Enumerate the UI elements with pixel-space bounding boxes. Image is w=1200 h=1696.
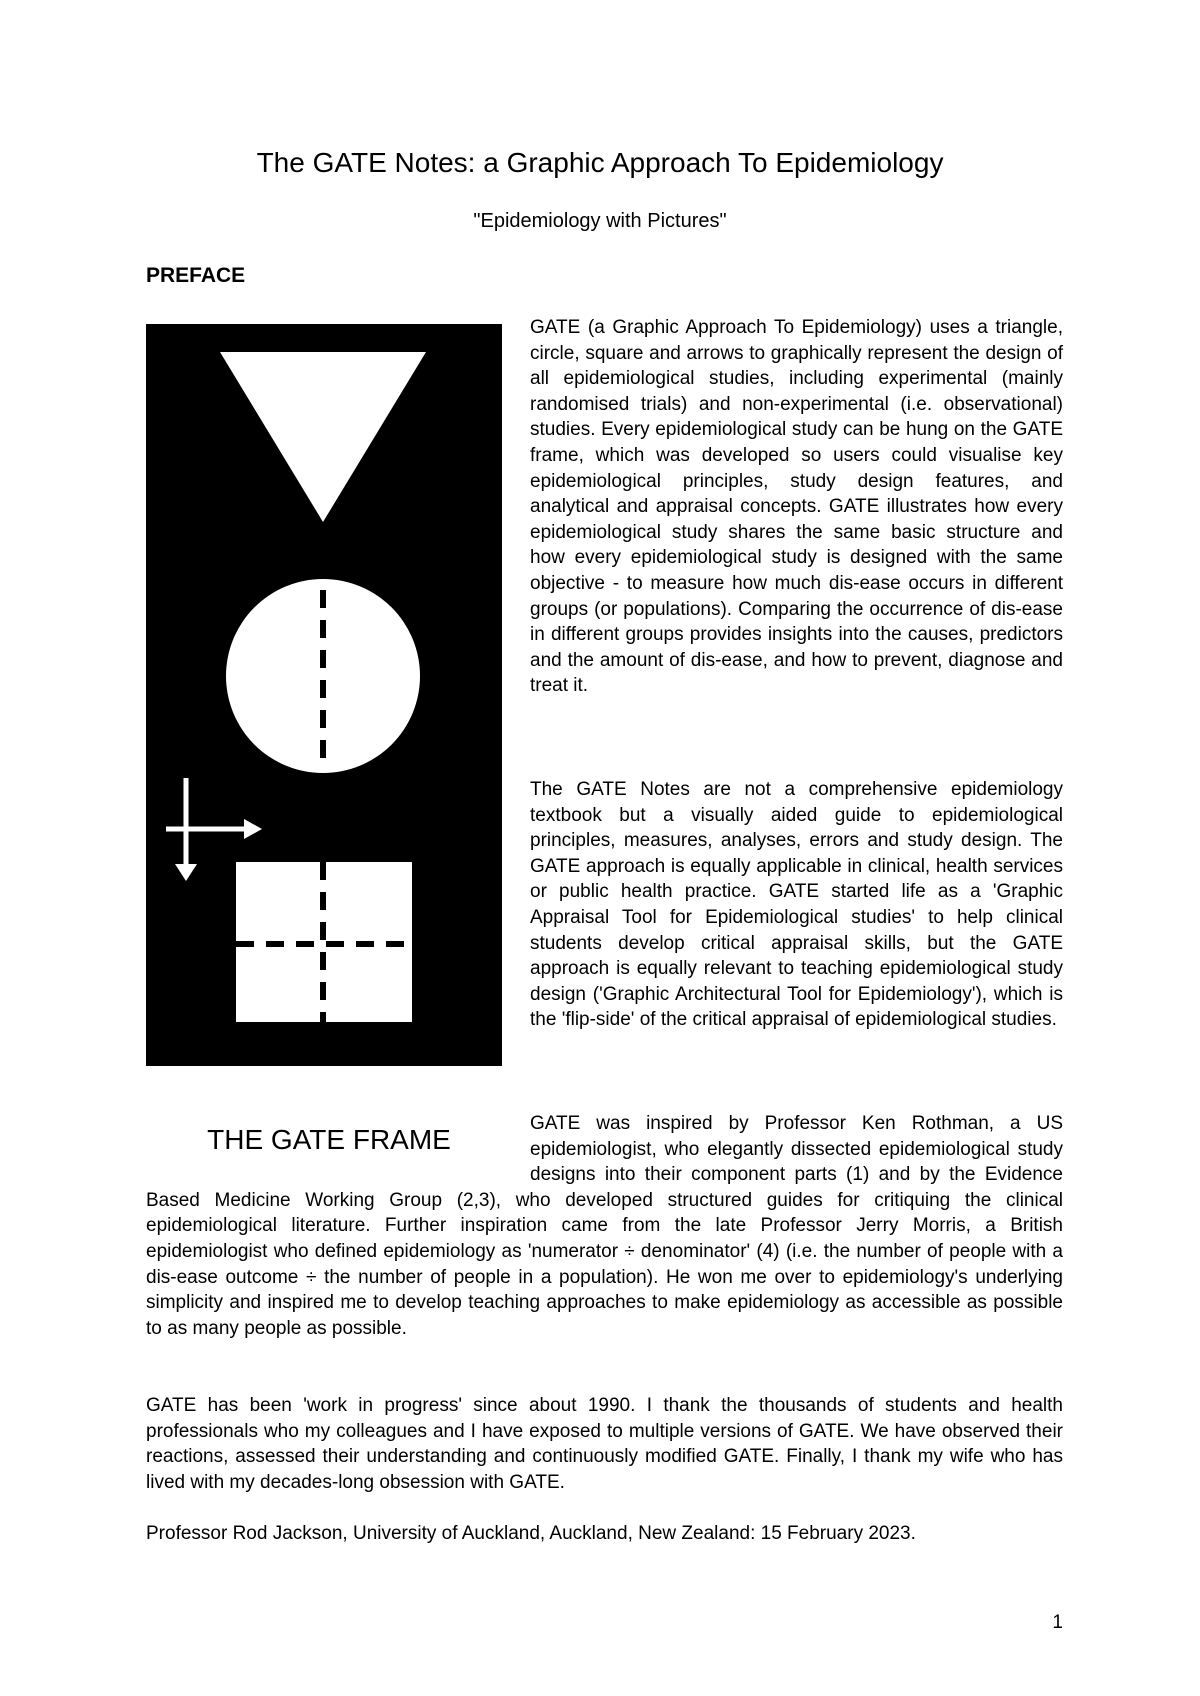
- paragraph-inspiration-block: [146, 1111, 1063, 1341]
- paragraph-intro: GATE (a Graphic Approach To Epidemiology) uses a triangle, circle, square and arrows to graphically represent the design of all epidemiological studies, including experimental (mainly randomised trials) and non-experimental (i.e. observational) studies. Every epidemiological study can be hung on the GATE frame, which was developed so users could visualise key epidemiological principles, study design features, and analytical and appraisal concepts. GATE illustrates how every epidemiological study shares the same basic structure and how every epidemiological study is designed with the same objective - to measure how much dis-ease occurs in different groups (or populations). Comparing the occurrence of dis-ease in different groups provides insights into the causes, predictors and the amount of dis-ease, and how to prevent, diagnose and treat it.: [530, 317, 1063, 697]
- figure-caption: THE GATE FRAME: [207, 1124, 451, 1155]
- gate-frame-figure: [146, 324, 502, 1066]
- document-title: The GATE Notes: a Graphic Approach To Epidemiology: [256, 147, 944, 178]
- gate-frame-diagram: [146, 324, 502, 1066]
- section-heading: PREFACE: [146, 264, 246, 287]
- caption-float-spacer: [146, 1111, 530, 1187]
- paragraph-inspiration: GATE was inspired by Professor Ken Rothman, a US epidemiologist, who elegantly dissected epidemiological study designs into their component parts (1) and by the Evidence Based Medicine Working Group (2,3), who developed structured guides for critiquing the clinical epidemiological literature. Further inspiration came from the late Professor Jerry Morris, a British epidemiologist who defined epidemiology as 'numerator ÷ denominator' (4) (i.e. the number of people with a dis-ease outcome ÷ the number of people in a population). He won me over to epidemiology's underlying simplicity and inspired me to develop teaching approaches to make epidemiology as accessible as possible to as many people as possible.: [146, 1113, 1063, 1339]
- paragraph-gate-notes: The GATE Notes are not a comprehensive epidemiology textbook but a visually aided guide to epidemiological principles, measures, analyses, errors and study design. The GATE approach is equally applicable in clinical, health services or public health practice. GATE started life as a 'Graphic Appraisal Tool for Epidemiological studies' to help clinical students develop critical appraisal skills, but the GATE approach is equally relevant to teaching epidemiological study design ('Graphic Architectural Tool for Epidemiology'), which is the 'flip-side' of the critical appraisal of epidemiological studies.: [530, 779, 1063, 1031]
- paragraph-acknowledgements: GATE has been 'work in progress' since about 1990. I thank the thousands of students and health professionals who my colleagues and I have exposed to multiple versions of GATE. We have observed their reactions, assessed their understanding and continuously modified GATE. Finally, I thank my wife who has lived with my decades-long obsession with GATE.: [146, 1395, 1063, 1493]
- page-number: 1: [1052, 1612, 1063, 1633]
- author-signature-line: Professor Rod Jackson, University of Auckland, Auckland, New Zealand: 15 February 2023.: [146, 1523, 916, 1544]
- document-subtitle: "Epidemiology with Pictures": [473, 210, 727, 232]
